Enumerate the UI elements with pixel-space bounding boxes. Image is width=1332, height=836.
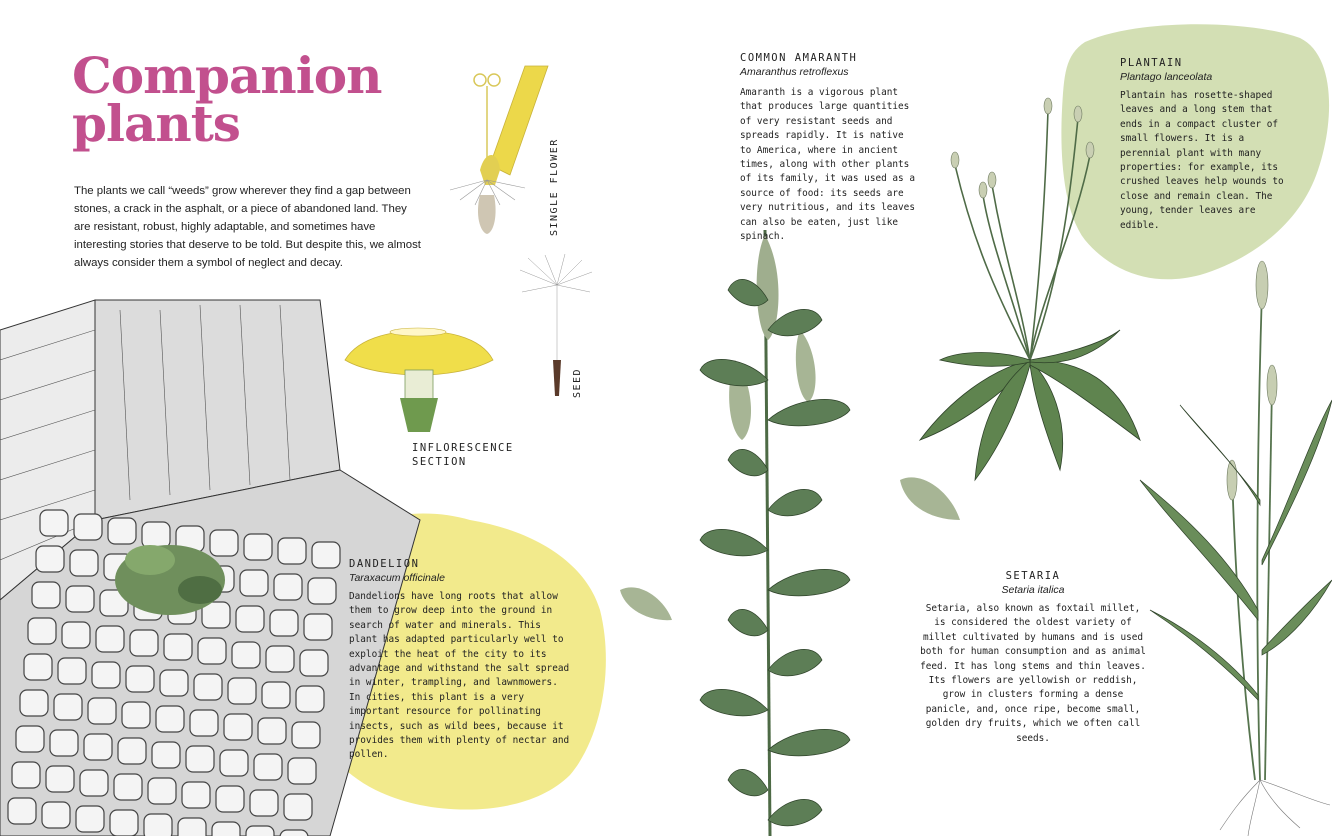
cobblestone xyxy=(164,634,192,660)
cobblestone xyxy=(224,714,252,740)
cobblestone xyxy=(114,774,142,800)
cobblestone xyxy=(186,746,214,772)
cobblestone xyxy=(194,674,222,700)
cobblestone xyxy=(88,698,116,724)
cobblestone xyxy=(66,586,94,612)
cobblestone xyxy=(144,814,172,836)
cobblestone xyxy=(84,734,112,760)
cobblestone xyxy=(110,810,138,836)
cobblestone xyxy=(58,658,86,684)
cobblestone xyxy=(266,646,294,672)
plantain-latin: Plantago lanceolata xyxy=(1120,71,1213,83)
amaranth-illustration xyxy=(620,230,960,836)
cobblestone xyxy=(254,754,282,780)
cobblestone xyxy=(210,530,238,556)
cobblestone xyxy=(160,670,188,696)
single-flower-label: SINGLE FLOWER xyxy=(549,138,560,236)
cobblestone xyxy=(280,830,308,836)
amaranth-leaf xyxy=(768,489,822,515)
cobblestone xyxy=(42,802,70,828)
amaranth-leaf xyxy=(728,769,768,795)
cobblestone xyxy=(62,622,90,648)
cobblestone xyxy=(220,750,248,776)
plantain-name: PLANTAIN xyxy=(1120,57,1183,69)
amaranth-latin: Amaranthus retroflexus xyxy=(740,66,849,78)
cobblestone xyxy=(182,782,210,808)
setaria-description: Setaria, also known as foxtail millet, is considered the oldest variety of millet cultivated by humans and is used both for human consumption and as animal feed. It has long stems and thin leaves. Its flowers are yellowish or reddish, grow in clusters forming a dense panicle, and, once ripe, become small, golden dry fruits, which we often call seeds. xyxy=(920,603,1146,744)
cobblestone xyxy=(8,798,36,824)
cobblestone xyxy=(190,710,218,736)
cobblestone xyxy=(232,642,260,668)
dandelion-description: Dandelions have long roots that allow them to grow deep into the ground in search of water and minerals. This plant has adapted particularly well to exploit the heat of the city to its advantage and withstand the salt spread in winter, trampling, and lawnmowers. In cities, this plant is a very important resource for pollinating insects, such as wild bees, because it provides them with plenty of nectar and pollen. xyxy=(349,591,570,761)
amaranth-section xyxy=(740,52,915,244)
amaranth-leaf xyxy=(728,449,768,475)
dandelion-latin: Taraxacum officinale xyxy=(349,572,445,584)
amaranth-leaf xyxy=(768,399,850,425)
cobblestone xyxy=(278,538,306,564)
cobblestone xyxy=(46,766,74,792)
amaranth-leaf xyxy=(700,689,768,715)
cobblestone xyxy=(70,550,98,576)
plantain-description: Plantain has rosette-shaped leaves and a long stem that ends in a compact cluster of small flowers. It is a perennial plant with many properties: for example, its crushed leaves help wounds to close and remain clean. The young, tender leaves are edible. xyxy=(1120,90,1284,231)
setaria-latin: Setaria italica xyxy=(1001,584,1065,596)
dandelion-name: DANDELION xyxy=(349,558,420,570)
inflorescence-label-line2: SECTION xyxy=(412,456,467,468)
cobblestone xyxy=(262,682,290,708)
amaranth-name: COMMON AMARANTH xyxy=(740,52,858,64)
amaranth-leaf xyxy=(768,569,850,595)
cobblestone xyxy=(228,678,256,704)
cobblestone xyxy=(308,578,336,604)
cobblestone xyxy=(300,650,328,676)
cobblestone xyxy=(12,762,40,788)
cobblestone xyxy=(142,522,170,548)
cobblestone xyxy=(130,630,158,656)
cobblestone xyxy=(178,818,206,836)
dandelion-section xyxy=(349,558,574,763)
cobblestone xyxy=(274,574,302,600)
cobblestone xyxy=(270,610,298,636)
cobblestone xyxy=(16,726,44,752)
cobblestone xyxy=(250,790,278,816)
cobblestone xyxy=(156,706,184,732)
cobblestone xyxy=(76,806,104,832)
amaranth-leaf xyxy=(728,609,768,635)
cobblestone xyxy=(148,778,176,804)
cobblestone xyxy=(288,758,316,784)
cobblestone xyxy=(40,510,68,536)
cobblestone xyxy=(152,742,180,768)
cobblestone xyxy=(74,514,102,540)
cobblestone xyxy=(96,626,124,652)
cobblestone xyxy=(24,654,52,680)
inflorescence-label xyxy=(412,441,514,469)
cobblestone xyxy=(122,702,150,728)
setaria-name: SETARIA xyxy=(1005,570,1061,582)
cobblestone xyxy=(246,826,274,836)
cobblestone xyxy=(296,686,324,712)
setaria-section xyxy=(918,570,1148,746)
cobblestone xyxy=(244,534,272,560)
plantain-section xyxy=(1120,57,1290,233)
cobblestone xyxy=(212,822,240,836)
amaranth-leaf xyxy=(768,649,822,675)
intro-paragraph: The plants we call “weeds” grow wherever they find a gap between stones, a crack in the asphalt, or a piece of abandoned land. They are resistant, robust, highly adaptable, and sometimes have interesting stories that deserve to be told. But despite this, we almost always consider them a symbol of neglect and decay. xyxy=(74,185,421,269)
cobblestone xyxy=(236,606,264,632)
cobblestone xyxy=(292,722,320,748)
amaranth-leaf xyxy=(700,529,768,555)
setaria-illustration xyxy=(1140,261,1332,836)
cobblestone xyxy=(36,546,64,572)
page-title xyxy=(72,46,382,153)
cobblestone xyxy=(28,618,56,644)
cobblestone xyxy=(54,694,82,720)
cobblestone xyxy=(20,690,48,716)
cobblestone xyxy=(50,730,78,756)
cobblestone xyxy=(240,570,268,596)
amaranth-leaf xyxy=(768,729,850,755)
cobblestone xyxy=(80,770,108,796)
amaranth-leaf xyxy=(768,799,822,825)
cobblestone xyxy=(312,542,340,568)
inflorescence-label-line1: INFLORESCENCE xyxy=(412,442,514,454)
page-title-line2: plants xyxy=(72,94,240,153)
cobblestone xyxy=(118,738,146,764)
cobblestone xyxy=(216,786,244,812)
seed-label: SEED xyxy=(572,367,583,398)
amaranth-description: Amaranth is a vigorous plant that produces large quantities of very resistant seeds and spreads rapidly. It is native to America, where in ancient times, along with other plants of its family, it was used as a source of food: its seeds are very nutritious, and its leaves can also be eaten, just like spinach. xyxy=(740,87,915,243)
cobblestone xyxy=(108,518,136,544)
amaranth-leaf xyxy=(700,359,768,385)
single-flower-diagram xyxy=(450,66,548,234)
cobblestone xyxy=(126,666,154,692)
inflorescence-diagram xyxy=(345,328,493,432)
page-title-line1: Companion xyxy=(72,46,382,105)
cobblestone xyxy=(92,662,120,688)
cobblestone xyxy=(32,582,60,608)
cobblestone xyxy=(304,614,332,640)
cobblestone xyxy=(198,638,226,664)
cobblestone xyxy=(284,794,312,820)
cobblestone xyxy=(258,718,286,744)
